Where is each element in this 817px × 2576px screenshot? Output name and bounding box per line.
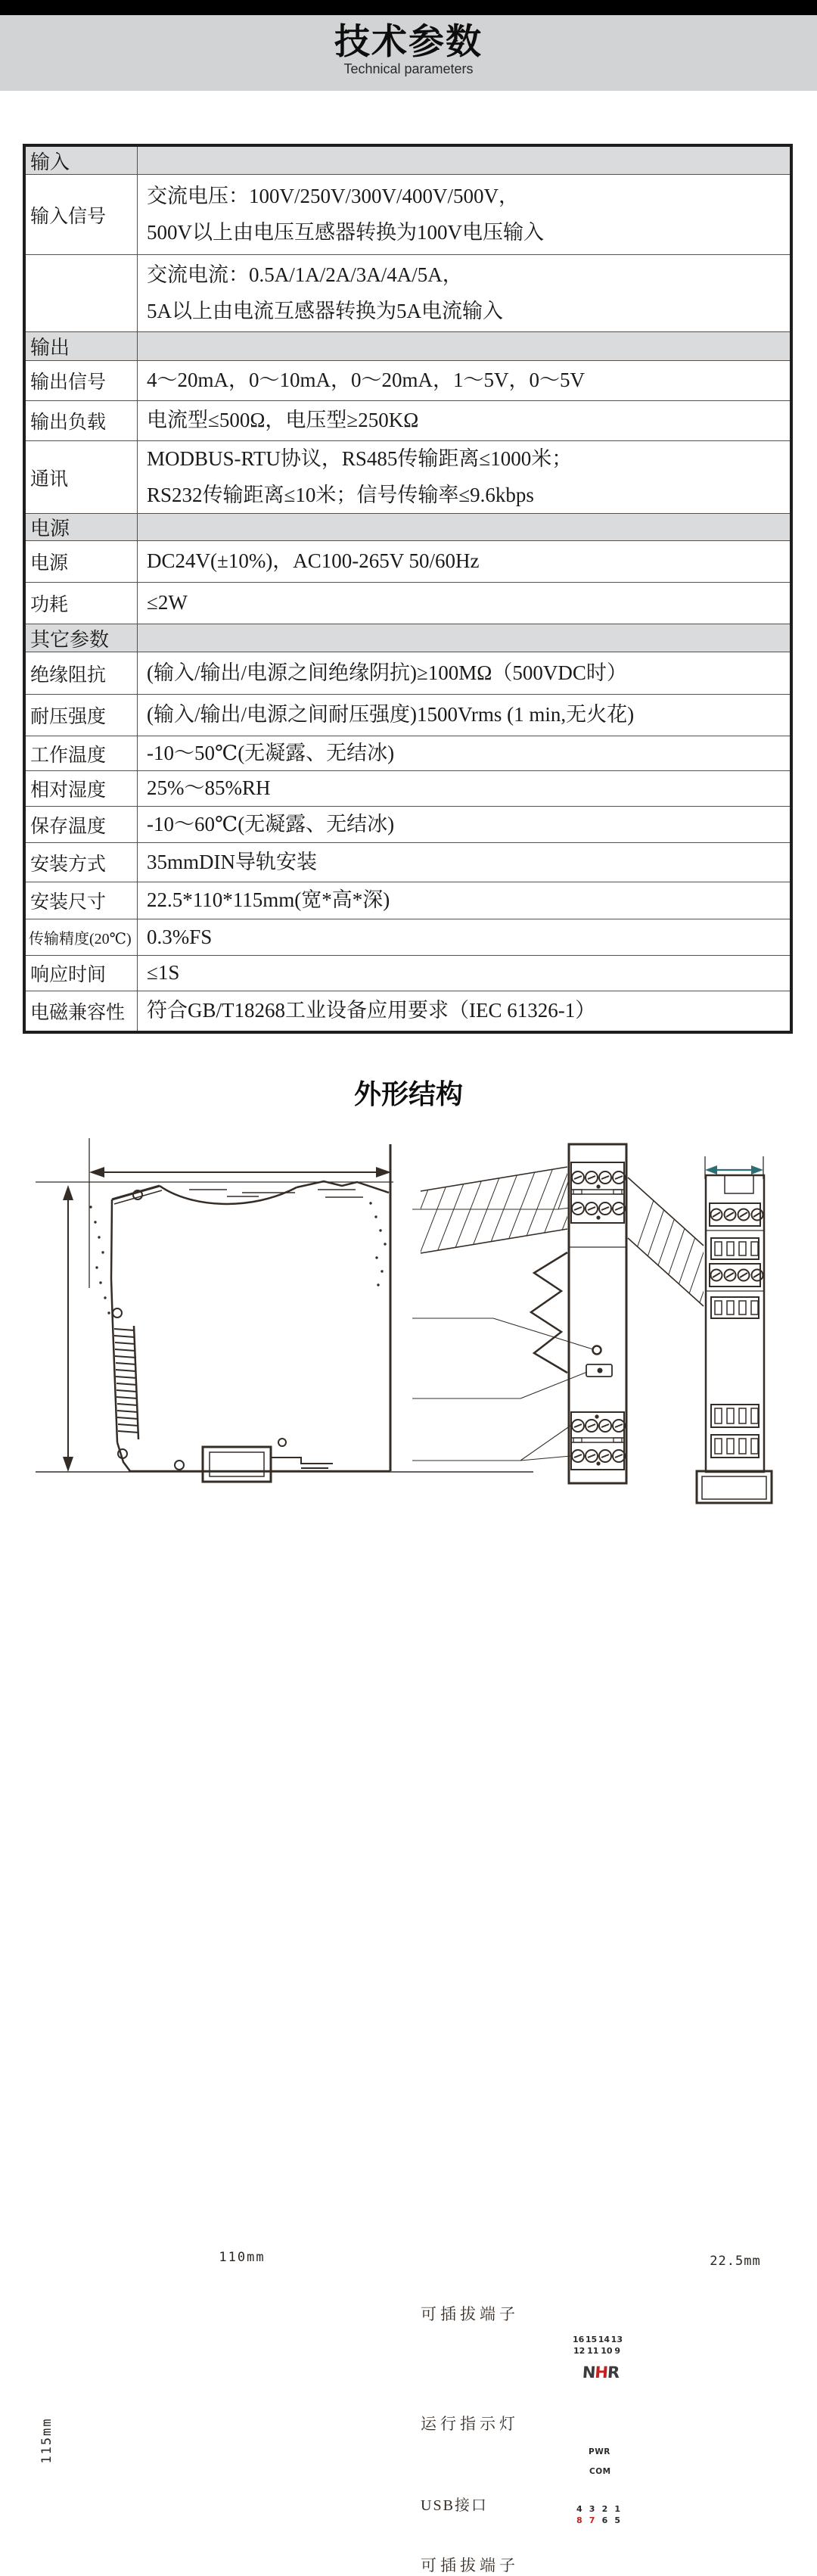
row-value (138, 807, 790, 842)
row-value (138, 843, 790, 882)
terminal-number: 7 (589, 2515, 595, 2525)
row-value (138, 736, 790, 770)
table-row (26, 541, 790, 583)
table-row (26, 695, 790, 736)
row-label: 电源 (26, 541, 138, 582)
logo-letter-n: N (581, 2363, 596, 2382)
terminal-numbers-top-row1 (573, 2335, 623, 2344)
row-label: 功耗 (26, 583, 138, 624)
width-dimension-label: 110mm (219, 2250, 266, 2265)
table-row (26, 175, 790, 255)
terminal-number: 14 (598, 2335, 610, 2344)
value-line: 500V以上由电压互感器转换为100V电压输入 (147, 220, 544, 244)
table-section-row (26, 332, 790, 361)
table-row (26, 771, 790, 807)
depth-view-drawing (697, 1156, 772, 1503)
section-label: 电源 (26, 514, 138, 540)
row-label: 耐压强度 (26, 695, 138, 736)
callout-usb: USB接口 (421, 2497, 488, 2514)
row-label: 保存温度 (26, 807, 138, 842)
table-row (26, 807, 790, 843)
row-label: 输出负载 (26, 401, 138, 440)
value-line: 22.5*110*115mm(宽*高*深) (147, 888, 390, 912)
row-value (138, 882, 790, 919)
table-row (26, 736, 790, 771)
row-label: 电磁兼容性 (26, 991, 138, 1031)
table-row (26, 361, 790, 401)
table-row (26, 652, 790, 695)
terminal-numbers-top-row2 (573, 2346, 620, 2356)
row-label: 通讯 (26, 441, 138, 513)
value-line: 交流电压：100V/250V/300V/400V/500V， (147, 185, 519, 208)
value-line: 符合GB/T18268工业设备应用要求（IEC 61326-1） (147, 999, 596, 1022)
value-line: 0.3%FS (147, 925, 213, 948)
table-section-row (26, 624, 790, 652)
terminal-numbers-bottom-row1 (576, 2504, 620, 2514)
page-header (0, 15, 817, 91)
terminal-numbers-bottom-row2 (576, 2515, 620, 2525)
row-value (138, 771, 790, 806)
table-row (26, 882, 790, 919)
row-label: 传输精度(20℃) (26, 919, 138, 955)
row-label: 相对湿度 (26, 771, 138, 806)
row-label: 输出信号 (26, 361, 138, 400)
row-value (138, 541, 790, 582)
row-value (138, 956, 790, 991)
page-subtitle: Technical parameters (343, 61, 474, 76)
value-line: 5A以上由电流互感器转换为5A电流输入 (147, 299, 503, 322)
top-black-bar (0, 0, 817, 15)
callout-terminal-bottom: 可插拔端子 (421, 2556, 519, 2574)
structure-heading: 外形结构 (353, 1078, 463, 1109)
terminal-number: 3 (589, 2504, 595, 2514)
terminal-number: 15 (585, 2335, 598, 2344)
table-row (26, 919, 790, 956)
value-line: ≤2W (147, 591, 188, 614)
row-value (138, 695, 790, 736)
terminal-number: 8 (576, 2515, 582, 2525)
row-label: 绝缘阻抗 (26, 652, 138, 694)
row-label (26, 255, 138, 331)
terminal-number: 5 (614, 2515, 620, 2525)
callout-terminal-top: 可插拔端子 (421, 2305, 519, 2323)
row-label: 输入信号 (26, 175, 138, 254)
value-line: (输入/输出/电源之间耐压强度)1500Vrms (1 min,无火花) (147, 703, 635, 726)
terminal-number: 10 (601, 2346, 613, 2356)
com-label: COM (589, 2467, 611, 2476)
structure-drawings-svg (0, 1112, 817, 1503)
table-row (26, 401, 790, 441)
row-value (138, 919, 790, 955)
table-row (26, 843, 790, 882)
logo-letter-h: H (594, 2363, 608, 2382)
depth-dimension-label: 22.5mm (710, 2254, 761, 2269)
value-line: 35mmDIN导轨安装 (147, 850, 317, 873)
terminal-number: 1 (614, 2504, 620, 2514)
section-label: 输出 (26, 332, 138, 360)
section-label: 输入 (26, 147, 138, 174)
value-line: 交流电流：0.5A/1A/2A/3A/4A/5A， (147, 263, 463, 287)
nhr-logo (577, 2363, 624, 2382)
row-value (138, 583, 790, 624)
terminal-number: 2 (601, 2504, 608, 2514)
section-spacer (138, 147, 790, 174)
terminal-number: 16 (573, 2335, 585, 2344)
height-dimension-label: 115mm (39, 2417, 54, 2464)
terminal-number: 9 (614, 2346, 620, 2356)
row-label: 响应时间 (26, 956, 138, 991)
value-line: 4～20mA，0～10mA，0～20mA，1～5V，0～5V (147, 369, 585, 392)
value-line: -10～60℃(无凝露、无结冰) (147, 812, 395, 835)
section-spacer (138, 332, 790, 360)
table-row (26, 441, 790, 514)
table-row (26, 255, 790, 332)
value-line: (输入/输出/电源之间绝缘阴抗)≥100MΩ（500VDC时） (147, 661, 627, 684)
callout-run-indicator: 运行指示灯 (421, 2415, 519, 2433)
value-line: RS232传输距离≤10米；信号传输率≤9.6kbps (147, 483, 534, 506)
structure-drawings (0, 1112, 817, 2574)
side-view-drawing (36, 1138, 533, 1482)
terminal-number: 13 (610, 2335, 623, 2344)
row-label: 工作温度 (26, 736, 138, 770)
row-value (138, 991, 790, 1031)
table-section-row (26, 514, 790, 541)
table-row (26, 991, 790, 1031)
value-line: MODBUS-RTU协议，RS485传输距离≤1000米； (147, 447, 573, 471)
table-section-row (26, 147, 790, 175)
table-row (26, 956, 790, 991)
row-value (138, 652, 790, 694)
section-label: 其它参数 (26, 624, 138, 652)
terminal-number: 6 (601, 2515, 608, 2525)
row-label: 安装尺寸 (26, 882, 138, 919)
section-spacer (138, 624, 790, 652)
row-value (138, 175, 790, 254)
row-label: 安装方式 (26, 843, 138, 882)
page-title: 技术参数 (334, 21, 483, 61)
value-line: ≤1S (147, 961, 180, 985)
row-value (138, 401, 790, 440)
terminal-number: 12 (573, 2346, 586, 2356)
row-value (138, 441, 790, 513)
row-value (138, 361, 790, 400)
value-line: 25%～85%RH (147, 776, 271, 800)
terminal-number: 4 (576, 2504, 582, 2514)
logo-letter-r: R (607, 2363, 620, 2382)
row-value (138, 255, 790, 331)
spec-table (23, 144, 793, 1034)
pwr-label: PWR (589, 2447, 610, 2456)
front-view-drawing (531, 1144, 626, 1483)
value-line: -10～50℃(无凝露、无结冰) (147, 741, 395, 764)
table-row (26, 583, 790, 624)
terminal-number: 11 (587, 2346, 599, 2356)
section-spacer (138, 514, 790, 540)
value-line: DC24V(±10%)，AC100-265V 50/60Hz (147, 549, 480, 573)
value-line: 电流型≤500Ω，电压型≥250KΩ (147, 409, 419, 432)
